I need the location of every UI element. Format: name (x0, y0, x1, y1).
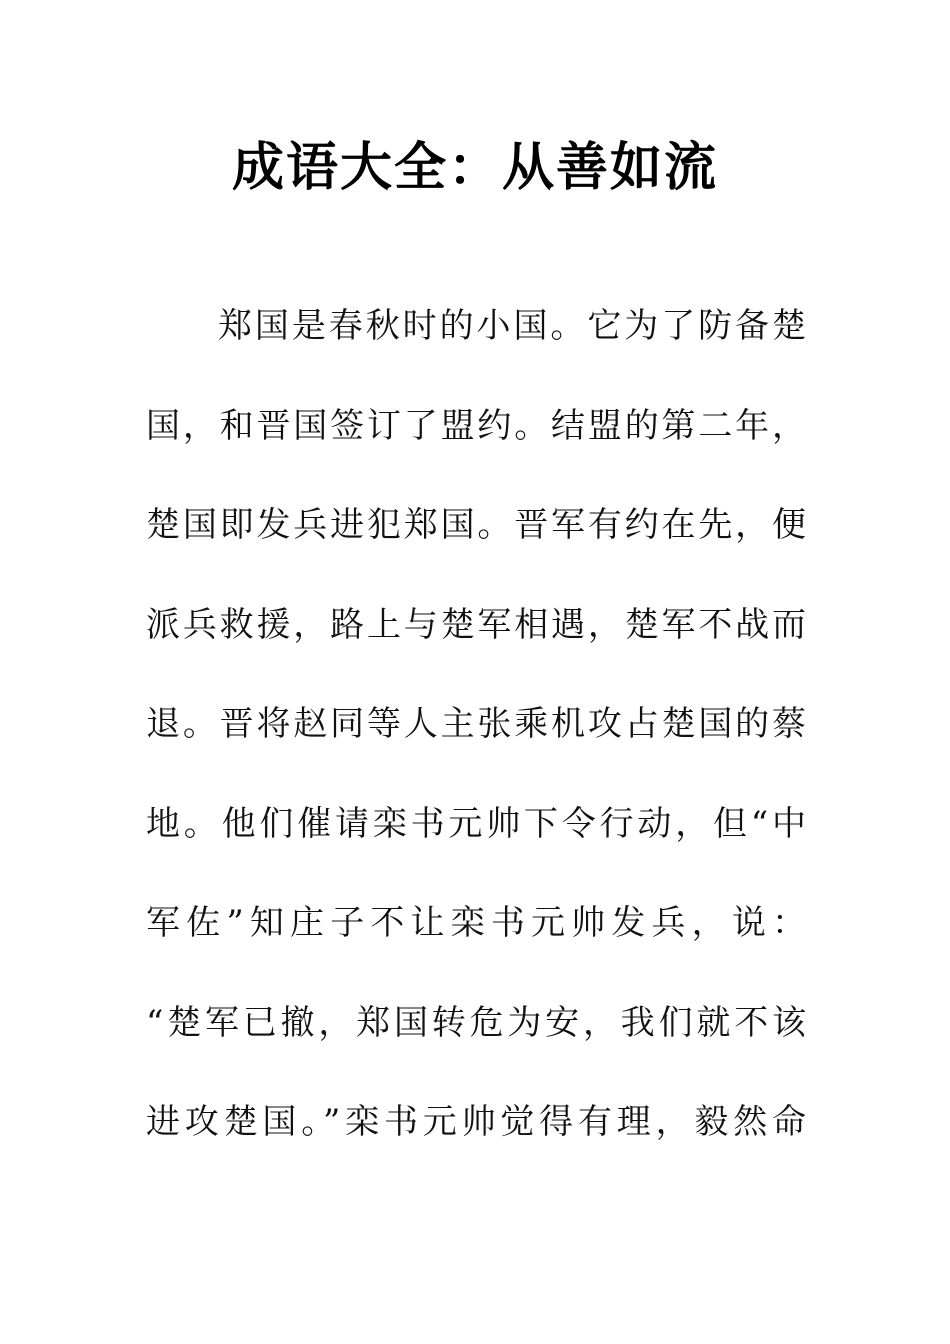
paragraph-line: 进攻楚国。”栾书元帅觉得有理，毅然命 (146, 1102, 806, 1142)
paragraph-line: 退。晋将赵同等人主张乘机攻占楚国的蔡 (146, 704, 806, 744)
paragraph-line: 军佐”知庄子不让栾书元帅发兵，说： (146, 903, 806, 943)
paragraph-line: 地。他们催请栾书元帅下令行动，但“中 (146, 804, 806, 844)
paragraph-line: “楚军已撤，郑国转危为安，我们就不该 (146, 1003, 806, 1043)
document-title: 成语大全：从善如流 (231, 138, 718, 198)
paragraph-line: 派兵救援，路上与楚军相遇，楚军不战而 (146, 605, 806, 645)
paragraph-line: 楚国即发兵进犯郑国。晋军有约在先，便 (146, 505, 806, 545)
paragraph-line: 郑国是春秋时的小国。它为了防备楚 (218, 306, 806, 346)
paragraph-line: 国，和晋国签订了盟约。结盟的第二年， (146, 406, 806, 446)
